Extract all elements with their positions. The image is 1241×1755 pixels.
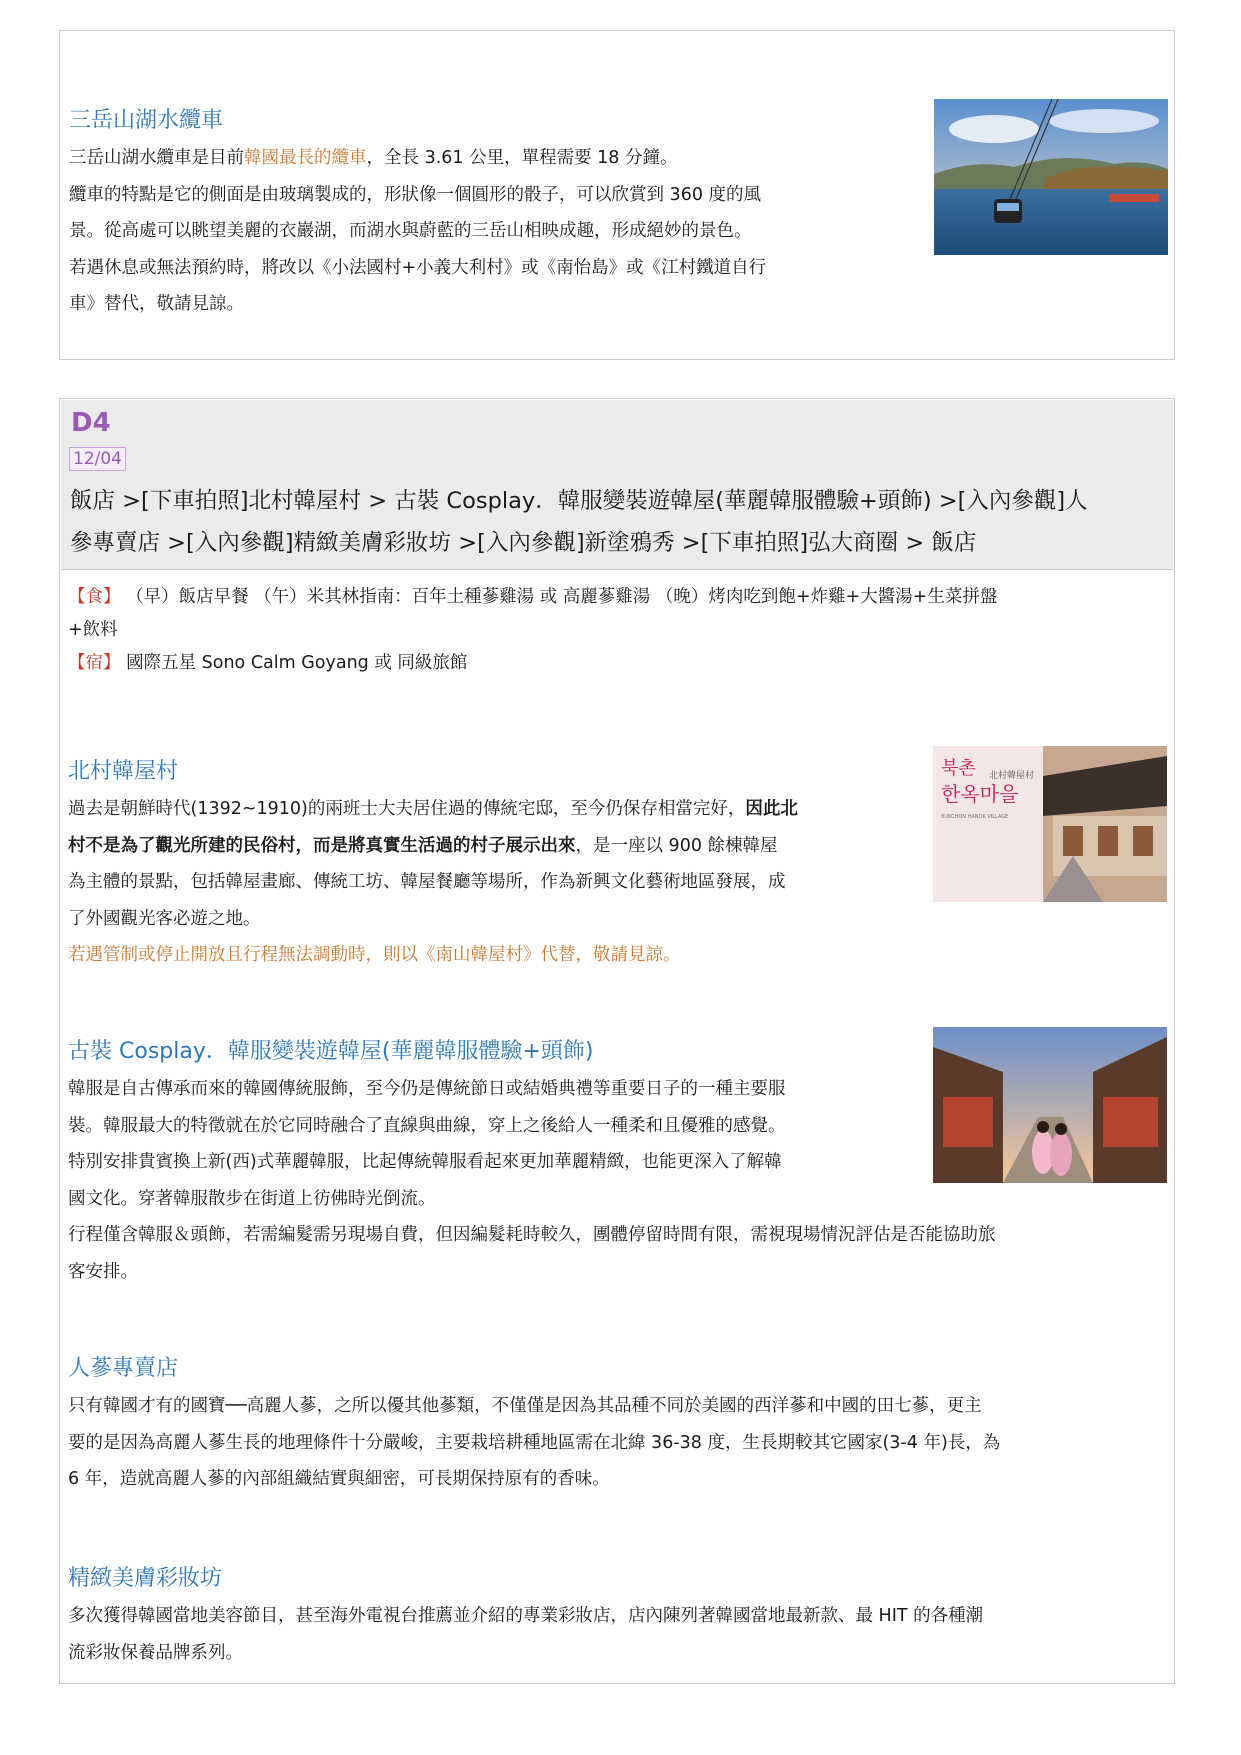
text: 過去是朝鮮時代(1392~1910)的兩班士大夫居住過的傳統宅邸，至今仍保存相當完好， <box>68 799 746 819</box>
paragraph: 景。從高處可以眺望美麗的衣巖湖，而湖水與蔚藍的三岳山相映成趣，形成絕妙的景色。 <box>69 221 752 241</box>
hanbok-photo <box>933 1027 1167 1183</box>
paragraph: 特別安排貴賓換上新(西)式華麗韓服，比起傳統韓服看起來更加華麗精緻，也能更深入了解韓 <box>68 1152 782 1172</box>
day-route <box>70 480 1160 564</box>
stay-text: 國際五星 Sono Calm Goyang 或 同級旅館 <box>126 653 468 673</box>
food-line: 【食】 （早）飯店早餐 （午）米其林指南：百年土種蔘雞湯 或 高麗蔘雞湯 （晚）烤肉吃到飽+炸雞+大醬湯+生菜拼盤 <box>68 587 998 607</box>
section-title: 三岳山湖水纜車 <box>69 108 224 133</box>
paragraph: 流彩妝保養品牌系列。 <box>68 1642 243 1663</box>
text: 三岳山湖水纜車是目前 <box>69 148 244 168</box>
food-text: （早）飯店早餐 （午）米其林指南：百年土種蔘雞湯 或 高麗蔘雞湯 （晚）烤肉吃到飽+炸雞+大醬湯+生菜拼盤 <box>126 587 998 607</box>
photo-label-zh: 北村韓屋村 <box>989 771 1035 781</box>
paragraph: 多次獲得韓國當地美容節目，甚至海外電視台推薦並介紹的專業彩妝店，店內陳列著韓國當地最新款、最 HIT 的各種潮 <box>68 1606 984 1626</box>
paragraph <box>68 791 798 828</box>
route-line: 參專賣店 >[入內參觀]精緻美膚彩妝坊 >[入內參觀]新塗鴉秀 >[下車拍照]弘大商圈 > 飯店 <box>70 530 977 556</box>
food-line: +飲料 <box>68 620 118 640</box>
paragraph <box>69 140 766 177</box>
section-title: 古裝 Cosplay．韓服變裝遊韓屋(華麗韓服體驗+頭飾) <box>68 1039 594 1064</box>
notice-text: 若遇管制或停止開放且行程無法調動時，則以《南山韓屋村》代替，敬請見諒。 <box>68 945 681 965</box>
paragraph: 了外國觀光客必遊之地。 <box>68 908 261 929</box>
day-section <box>59 398 1175 1684</box>
route-line: 飯店 >[下車拍照]北村韓屋村 > 古裝 Cosplay．韓服變裝遊韓屋(華麗韓服體驗+頭飾) >[入內參觀]人 <box>70 488 1088 514</box>
day-header <box>61 400 1173 570</box>
paragraph: 裝。韓服最大的特徵就在於它同時融合了直線與曲線，穿上之後給人一種柔和且優雅的感覺。 <box>68 1115 786 1136</box>
cable-car-photo <box>934 99 1168 255</box>
photo-label-en: BUKCHON HANOK VILLAGE <box>941 814 1009 820</box>
section-title: 精緻美膚彩妝坊 <box>68 1566 223 1591</box>
meal-info <box>68 581 997 680</box>
paragraph: 客安排。 <box>68 1261 138 1282</box>
highlight-text: 韓國最長的纜車 <box>244 148 367 168</box>
text: ，全長 3.61 公里，單程需要 18 分鐘。 <box>366 148 678 168</box>
paragraph: 韓服是自古傳承而來的韓國傳統服飾，至今仍是傳統節日或結婚典禮等重要日子的一種主要服 <box>68 1079 786 1099</box>
paragraph <box>68 828 798 865</box>
paragraph: 纜車的特點是它的側面是由玻璃製成的，形狀像一個圓形的骰子，可以欣賞到 360 度的風 <box>69 184 762 205</box>
section-title: 人蔘專賣店 <box>68 1356 179 1381</box>
bukchon-photo <box>933 746 1167 902</box>
bold-text: 村不是為了觀光所建的民俗村，而是將真實生活過的村子展示出來 <box>68 835 576 856</box>
paragraph: 車》替代，敬請見諒。 <box>69 294 244 314</box>
section-title: 北村韓屋村 <box>68 759 179 784</box>
cable-car-section <box>59 30 1175 360</box>
photo-label-ko2: 한옥마을 <box>941 782 1019 806</box>
bold-text: 因此北 <box>745 799 798 819</box>
paragraph: 只有韓國才有的國寶──高麗人蔘，之所以優其他蔘類，不僅僅是因為其品種不同於美國的西洋蔘和中國的田七蔘，更主 <box>68 1396 982 1416</box>
paragraph: 6 年，造就高麗人蔘的內部組織結實與細密，可長期保持原有的香味。 <box>68 1469 610 1489</box>
stay-line: 【宿】 國際五星 Sono Calm Goyang 或 同級旅館 <box>68 653 468 673</box>
paragraph: 國文化。穿著韓服散步在街道上彷佛時光倒流。 <box>68 1188 436 1209</box>
text: ，是一座以 900 餘棟韓屋 <box>575 835 778 856</box>
day-label: D4 <box>71 408 111 438</box>
paragraph: 行程僅含韓服＆頭飾，若需編髮需另現場自費，但因編髮耗時較久，團體停留時間有限，需視現場情況評估是否能協助旅 <box>68 1225 996 1245</box>
cosmetics-text <box>68 1564 983 1671</box>
cable-car-text <box>69 106 766 323</box>
paragraph: 若遇休息或無法預約時，將改以《小法國村+小義大利村》或《南怡島》或《江村鐵道自行 <box>69 257 767 278</box>
photo-label-ko: 북촌 <box>941 758 976 779</box>
paragraph: 要的是因為高麗人蔘生長的地理條件十分嚴峻，主要栽培耕種地區需在北緯 36-38 度，生長期較其它國家(3-4 年)長，為 <box>68 1432 1001 1453</box>
hanbok-text <box>68 1037 996 1290</box>
stay-tag: 宿 <box>85 653 103 673</box>
ginseng-text <box>68 1354 1000 1498</box>
bukchon-text <box>68 757 798 974</box>
paragraph: 為主體的景點，包括韓屋畫廊、傳統工坊、韓屋餐廳等場所，作為新興文化藝術地區發展，成 <box>68 872 786 892</box>
food-tag: 食 <box>85 587 103 607</box>
day-date-badge: 12/04 <box>69 447 126 471</box>
